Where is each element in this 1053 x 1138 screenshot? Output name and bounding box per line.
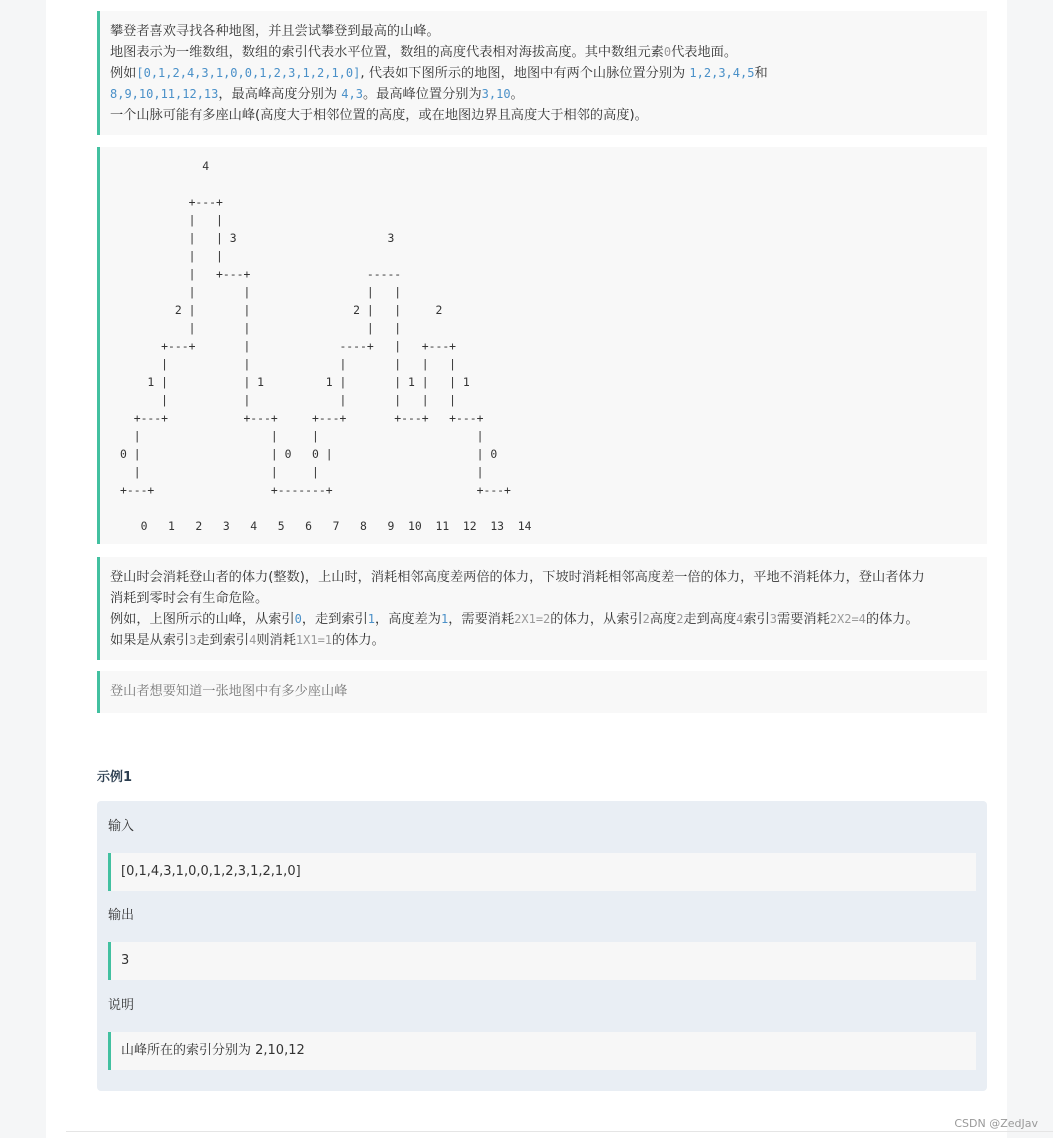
footer-divider (66, 1131, 1053, 1132)
article-page (46, 0, 1007, 1138)
example-panel (97, 801, 987, 1091)
explain-value: 山峰所在的索引分别为 2,10,12 (108, 1032, 976, 1070)
ascii-diagram: 4 +---+ | | | | 3 3 | | | +---+ ----- | | | | 2 | | 2 | | 2 | | | | +---+ | ----+ | +---+ | | | | | | 1 | | 1 1 | | 1 | | 1 | | | | | | +---+ +---+ +---+ +---+ +---+ | | | | 0 | | 0 0 | | 0 | | | | +---+ +-------+ +---+ 0 1 2 3 4 5 6 7 8 9 10 11 12 13 14 (120, 159, 532, 533)
example-array: [0,1,2,4,3,1,0,0,1,2,3,1,2,1,0] (136, 66, 361, 80)
intro-line-5: 一个山脉可能有多座山峰(高度大于相邻位置的高度，或在地图边界且高度大于相邻的高度)。 (110, 108, 648, 123)
stamina-line-2: 消耗到零时会有生命危险。 (110, 591, 269, 606)
input-label: 输入 (108, 819, 135, 834)
intro-line-3: 例如[0,1,2,4,3,1,0,0,1,2,3,1,2,1,0], 代表如下图所示的地图，地图中有两个山脉位置分别为 1,2,3,4,5和 (110, 66, 768, 81)
input-value: [0,1,4,3,1,0,0,1,2,3,1,2,1,0] (108, 853, 976, 891)
stamina-blockquote (97, 557, 987, 660)
mountain-diagram (97, 147, 987, 544)
output-label: 输出 (108, 908, 135, 923)
example-title: 示例1 (97, 770, 133, 785)
explain-label: 说明 (108, 998, 135, 1013)
stamina-line-4: 如果是从索引3走到索引4则消耗1X1=1的体力。 (110, 633, 385, 648)
output-value: 3 (108, 942, 976, 980)
stamina-line-3: 例如，上图所示的山峰，从索引0，走到索引1，高度差为1，需要消耗2X1=2的体力，从索引2高度2走到高度4索引3需要消耗2X2=4的体力。 (110, 612, 919, 627)
intro-blockquote (97, 11, 987, 135)
intro-line-2: 地图表示为一维数组，数组的索引代表水平位置，数组的高度代表相对海拔高度。其中数组元素0代表地面。 (110, 45, 738, 60)
intro-line-1: 攀登者喜欢寻找各种地图，并且尝试攀登到最高的山峰。 (110, 24, 440, 39)
intro-line-4: 8,9,10,11,12,13，最高峰高度分别为 4,3。最高峰位置分别为3,10。 (110, 87, 524, 102)
question-blockquote (97, 671, 987, 713)
stamina-line-1: 登山时会消耗登山者的体力(整数)，上山时，消耗相邻高度差两倍的体力，下坡时消耗相邻高度差一倍的体力，平地不消耗体力，登山者体力 (110, 570, 925, 585)
question-text: 登山者想要知道一张地图中有多少座山峰 (110, 684, 348, 699)
csdn-watermark: CSDN @ZedJav (954, 1117, 1038, 1130)
